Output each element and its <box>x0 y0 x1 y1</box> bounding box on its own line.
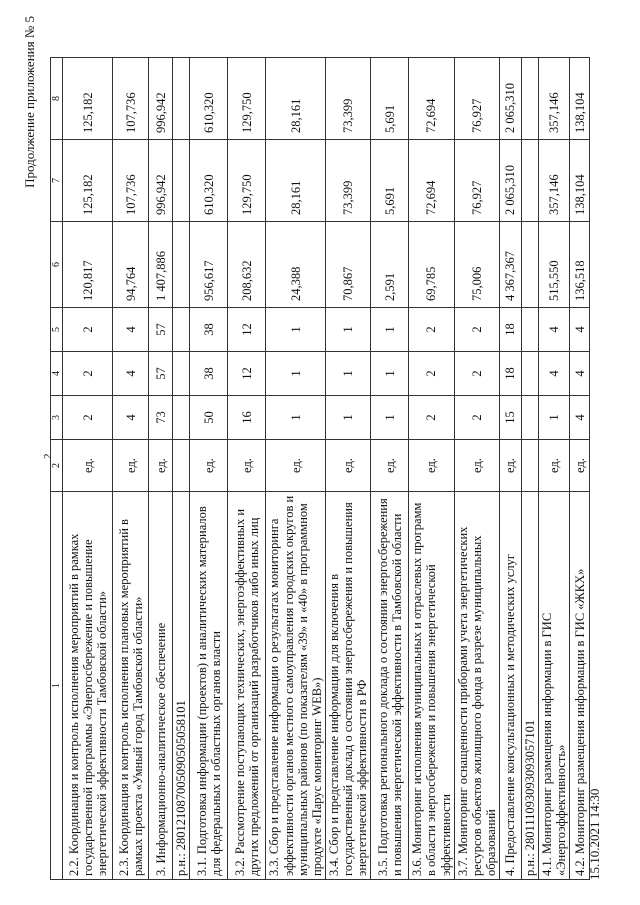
row-value-c3: 15 <box>500 396 522 440</box>
column-number: 4 <box>51 352 63 396</box>
table-row <box>173 58 190 880</box>
table-row <box>228 58 266 880</box>
table-row <box>500 58 522 880</box>
row-value-c3: 1 <box>266 396 326 440</box>
row-unit <box>173 440 190 492</box>
table-row <box>570 58 590 880</box>
row-value-c6: 2,591 <box>371 222 409 308</box>
row-value-c3: 16 <box>228 396 266 440</box>
row-value-c8: 129,750 <box>228 58 266 140</box>
row-unit: ед. <box>325 440 370 492</box>
row-value-c6 <box>522 222 539 308</box>
row-value-c6: 75,006 <box>454 222 499 308</box>
row-value-c8: 72,694 <box>409 58 454 140</box>
row-value-c3: 1 <box>371 396 409 440</box>
row-name: 3.1. Подготовка информации (проектов) и аналитических материалов для федеральных и областных органов власти <box>190 492 228 880</box>
row-value-c5: 2 <box>63 308 113 352</box>
row-value-c8: 73,399 <box>325 58 370 140</box>
row-value-c7: 610,320 <box>190 140 228 222</box>
row-value-c7: 72,694 <box>409 140 454 222</box>
column-number: 1 <box>51 492 63 880</box>
row-value-c4: 2 <box>409 352 454 396</box>
row-name: р.н.: 280111093093093057101 <box>522 492 539 880</box>
row-value-c3: 2 <box>63 396 113 440</box>
main-table <box>50 57 590 880</box>
row-value-c6 <box>173 222 190 308</box>
row-value-c5: 4 <box>113 308 149 352</box>
row-name: р.н.: 280121087005090505058101 <box>173 492 190 880</box>
row-value-c7: 996,942 <box>149 140 173 222</box>
column-number: 3 <box>51 396 63 440</box>
footer-datetime: 15.10.2021 14:30 <box>587 788 602 880</box>
row-value-c3 <box>522 396 539 440</box>
row-value-c5: 1 <box>371 308 409 352</box>
table-row <box>539 58 570 880</box>
table-row <box>190 58 228 880</box>
table-row <box>63 58 113 880</box>
row-name: 3. Информационно-аналитическое обеспечение <box>149 492 173 880</box>
row-value-c8: 125,182 <box>63 58 113 140</box>
row-value-c4 <box>173 352 190 396</box>
table-row <box>325 58 370 880</box>
row-value-c3: 73 <box>149 396 173 440</box>
row-unit: ед. <box>63 440 113 492</box>
row-value-c6: 515,550 <box>539 222 570 308</box>
row-value-c7: 129,750 <box>228 140 266 222</box>
row-value-c7: 125,182 <box>63 140 113 222</box>
row-name: 2.3. Координация и контроль исполнения плановых мероприятий в рамках проекта «Умный город Тамбовской области» <box>113 492 149 880</box>
row-value-c8: 28,161 <box>266 58 326 140</box>
row-value-c8: 996,942 <box>149 58 173 140</box>
row-value-c8 <box>173 58 190 140</box>
continuation-label: Продолжение приложения № 5 <box>22 16 37 188</box>
row-value-c5: 18 <box>500 308 522 352</box>
row-value-c7 <box>173 140 190 222</box>
row-value-c7: 28,161 <box>266 140 326 222</box>
column-number-row <box>51 58 63 880</box>
row-value-c6: 70,867 <box>325 222 370 308</box>
table-row <box>409 58 454 880</box>
row-value-c6: 136,518 <box>570 222 590 308</box>
row-unit: ед. <box>228 440 266 492</box>
row-name: 3.7. Мониторинг оснащенности приборами учета энергетических ресурсов объектов жилищного фонда в разрезе муниципальных образований <box>454 492 499 880</box>
row-value-c8: 2 065,310 <box>500 58 522 140</box>
page-number: 2 <box>42 453 54 459</box>
row-value-c4: 38 <box>190 352 228 396</box>
row-value-c3: 1 <box>539 396 570 440</box>
row-name: 4.2. Мониторинг размещения информации в ГИС «ЖКХ» <box>570 492 590 880</box>
row-value-c8: 138,104 <box>570 58 590 140</box>
row-value-c8: 76,927 <box>454 58 499 140</box>
table-row <box>266 58 326 880</box>
row-value-c6: 1 407,886 <box>149 222 173 308</box>
table-row <box>454 58 499 880</box>
row-name: 4. Предоставление консультационных и методических услуг <box>500 492 522 880</box>
row-value-c8: 5,691 <box>371 58 409 140</box>
column-number: 6 <box>51 222 63 308</box>
row-value-c6: 4 367,367 <box>500 222 522 308</box>
row-value-c8 <box>522 58 539 140</box>
row-value-c4: 4 <box>539 352 570 396</box>
row-value-c6: 69,785 <box>409 222 454 308</box>
row-value-c4: 12 <box>228 352 266 396</box>
row-name: 3.2. Рассмотрение поступающих технических, энергоэффективных и других предложений от организаций разработчиков либо иных лиц <box>228 492 266 880</box>
row-value-c6: 120,817 <box>63 222 113 308</box>
column-number: 7 <box>51 140 63 222</box>
row-unit: ед. <box>266 440 326 492</box>
row-value-c7: 138,104 <box>570 140 590 222</box>
table-row <box>371 58 409 880</box>
row-value-c4: 2 <box>454 352 499 396</box>
row-value-c6: 208,632 <box>228 222 266 308</box>
row-value-c4: 1 <box>325 352 370 396</box>
row-value-c5: 1 <box>266 308 326 352</box>
column-number: 8 <box>51 58 63 140</box>
row-value-c4: 18 <box>500 352 522 396</box>
row-value-c3: 4 <box>570 396 590 440</box>
row-value-c4: 2 <box>63 352 113 396</box>
row-name: 2.2. Координация и контроль исполнения мероприятий в рамках государственной программы «Энергосбережение и повышение энергетической эффективности Тамбовской области» <box>63 492 113 880</box>
row-value-c5: 1 <box>325 308 370 352</box>
row-value-c4: 4 <box>570 352 590 396</box>
row-unit: ед. <box>570 440 590 492</box>
row-value-c7: 2 065,310 <box>500 140 522 222</box>
row-value-c5: 4 <box>539 308 570 352</box>
row-value-c3: 2 <box>454 396 499 440</box>
row-unit: ед. <box>539 440 570 492</box>
row-value-c6: 24,388 <box>266 222 326 308</box>
row-value-c4 <box>522 352 539 396</box>
row-value-c5: 4 <box>570 308 590 352</box>
row-value-c3 <box>173 396 190 440</box>
row-value-c5 <box>522 308 539 352</box>
row-value-c5: 12 <box>228 308 266 352</box>
row-value-c8: 610,320 <box>190 58 228 140</box>
row-value-c3: 2 <box>409 396 454 440</box>
row-value-c3: 1 <box>325 396 370 440</box>
row-unit: ед. <box>149 440 173 492</box>
row-value-c5: 57 <box>149 308 173 352</box>
row-unit: ед. <box>371 440 409 492</box>
row-value-c3: 4 <box>113 396 149 440</box>
row-unit: ед. <box>113 440 149 492</box>
row-value-c7: 73,399 <box>325 140 370 222</box>
table-row <box>149 58 173 880</box>
table-row <box>522 58 539 880</box>
row-name: 3.4. Сбор и представление информации для включения в государственный доклад о состоянии энергосбережения и повышения энергетической эффективности в РФ <box>325 492 370 880</box>
row-name: 3.5. Подготовка регионального доклада о состоянии энергосбережения и повышения энергетической эффективности в Тамбовской области <box>371 492 409 880</box>
table-row <box>113 58 149 880</box>
row-name: 4.1. Мониторинг размещения информации в ГИС «Энергоэффективность» <box>539 492 570 880</box>
row-unit: ед. <box>409 440 454 492</box>
row-value-c6: 956,617 <box>190 222 228 308</box>
row-value-c7: 76,927 <box>454 140 499 222</box>
row-value-c5: 2 <box>409 308 454 352</box>
row-name: 3.6. Мониторинг исполнения муниципальных и отраслевых программ в области энергосбережения и повышения энергетической эффективности <box>409 492 454 880</box>
row-value-c7 <box>522 140 539 222</box>
row-unit: ед. <box>500 440 522 492</box>
row-unit <box>522 440 539 492</box>
row-value-c7: 5,691 <box>371 140 409 222</box>
row-value-c6: 94,764 <box>113 222 149 308</box>
row-unit: ед. <box>190 440 228 492</box>
row-value-c5: 2 <box>454 308 499 352</box>
row-value-c4: 4 <box>113 352 149 396</box>
row-unit: ед. <box>454 440 499 492</box>
column-number: 5 <box>51 308 63 352</box>
row-value-c7: 357,146 <box>539 140 570 222</box>
row-value-c7: 107,736 <box>113 140 149 222</box>
row-value-c4: 1 <box>266 352 326 396</box>
row-value-c4: 57 <box>149 352 173 396</box>
row-name: 3.3. Сбор и представление информации о результатах мониторинга эффективности органов местного самоуправления городских округов и муниципальных районов (по показателям «39» и «40» в программном продукте «Парус мониторинг WEB») <box>266 492 326 880</box>
row-value-c3: 50 <box>190 396 228 440</box>
row-value-c5 <box>173 308 190 352</box>
row-value-c8: 107,736 <box>113 58 149 140</box>
row-value-c4: 1 <box>371 352 409 396</box>
row-value-c5: 38 <box>190 308 228 352</box>
table-body <box>51 58 590 880</box>
row-value-c8: 357,146 <box>539 58 570 140</box>
column-number: 2 <box>51 440 63 492</box>
